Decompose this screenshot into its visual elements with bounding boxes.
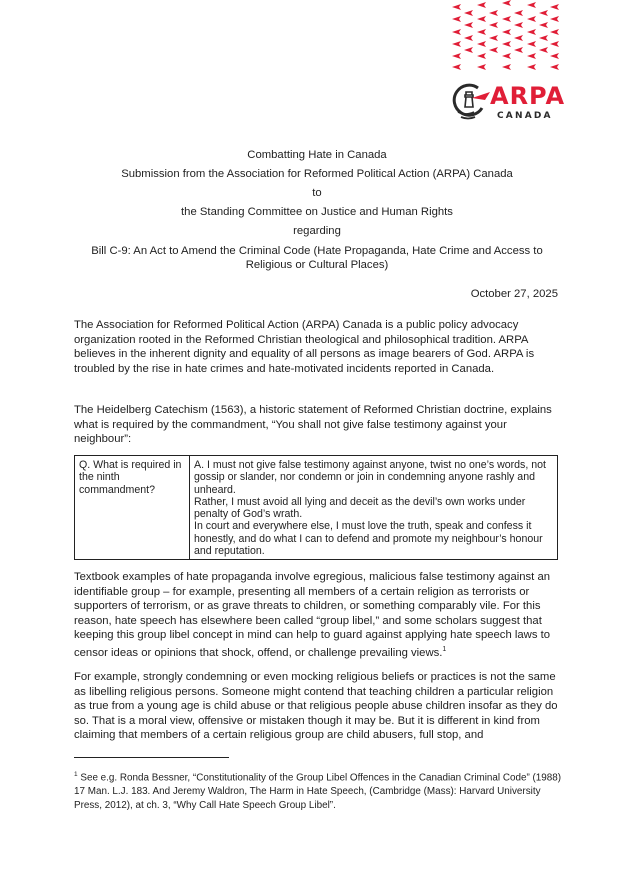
- submitter-line: Submission from the Association for Reformed Political Action (ARPA) Canada: [121, 168, 513, 180]
- answer-line: A. I must not give false testimony against anyone, twist no one’s words, not gossip or slander, nor condemn or join in condemning anyone rashly and unheard.: [194, 459, 546, 496]
- intro-paragraph: The Association for Reformed Political Action (ARPA) Canada is a public policy advocacy organization rooted in the Reformed Christian theological and philosophical tradition. ARPA believes in the inherent dignity and equality of all persons as image bearers of God. ARPA is troubled by the rise in hate crimes and hate-motivated incidents reported in Canada.: [74, 319, 535, 375]
- paragraph-text: Textbook examples of hate propaganda involve egregious, malicious false testimony against an identifiable group – for example, presenting all members of a certain religion as terrorists or supporters of terrorism, or as grave threats to children, or something comparably vile. For this reason, hate speech has elsewhere been called “group libel,” and some scholars suggest that keeping this group libel concept in mind can help to guard against applying hate speech laws to censor ideas or opinions that shock, offend, or challenge prevailing views.: [74, 571, 551, 659]
- answer-line: Rather, I must avoid all lying and deceit as the devil’s own works under penalty of God’s wrath.: [194, 495, 526, 521]
- footnote-reference[interactable]: 1: [442, 645, 447, 653]
- footnote-number: 1: [74, 771, 78, 778]
- regarding-line: regarding: [293, 225, 341, 237]
- lighthouse-icon: [452, 82, 492, 124]
- paper-plane-pattern-icon: [450, 0, 565, 72]
- logo-wordmark: ARPA: [490, 82, 566, 110]
- table-row: [75, 456, 558, 560]
- hate-propaganda-paragraph: [74, 570, 564, 660]
- example-paragraph: For example, strongly condemning or even mocking religious beliefs or practices is not the same as libelling religious persons. Someone might contend that teaching children a particular religion as true from a young age is child abuse or that religious people abuse children insofar as they do so. That is a moral view, offensive or mistaken though it may be. But it is different in kind from claiming that members of a certain religious group are child abusers, full stop, and: [74, 671, 558, 742]
- catechism-table: [74, 455, 558, 560]
- catechism-question: Q. What is required in the ninth commandment?: [75, 456, 190, 560]
- answer-line: In court and everywhere else, I must love the truth, speak and confess it honestly, and do what I can to defend and promote my neighbour’s honour and reputation.: [194, 520, 543, 558]
- document-title: Combatting Hate in Canada: [247, 149, 387, 161]
- catechism-answer: [190, 456, 558, 560]
- submission-date: October 27, 2025: [470, 288, 558, 300]
- to-line: to: [312, 187, 322, 199]
- arpa-logo: [452, 82, 567, 124]
- committee-line: the Standing Committee on Justice and Human Rights: [181, 206, 453, 218]
- catechism-intro-paragraph: The Heidelberg Catechism (1563), a historic statement of Reformed Christian doctrine, explains what is required by the commandment, “You shall not give false testimony against your neighbour”:: [74, 404, 552, 446]
- footnote-text: See e.g. Ronda Bessner, “Constitutionality of the Group Libel Offences in the Canadian Criminal Code” (1988) 17 Man. L.J. 183. And Jeremy Waldron, The Harm in Hate Speech, (Cambridge (Mass): Harvard University Press, 2012), at ch. 3, “Why Call Hate Speech Group Libel”.: [74, 772, 562, 812]
- bill-title: Bill C-9: An Act to Amend the Criminal Code (Hate Propaganda, Hate Crime and Access to Religious or Cultural Places): [91, 245, 543, 271]
- title-block: [74, 146, 560, 272]
- footnote: [74, 768, 564, 813]
- footnote-separator: [74, 757, 229, 758]
- logo-subtitle: CANADA: [497, 111, 553, 121]
